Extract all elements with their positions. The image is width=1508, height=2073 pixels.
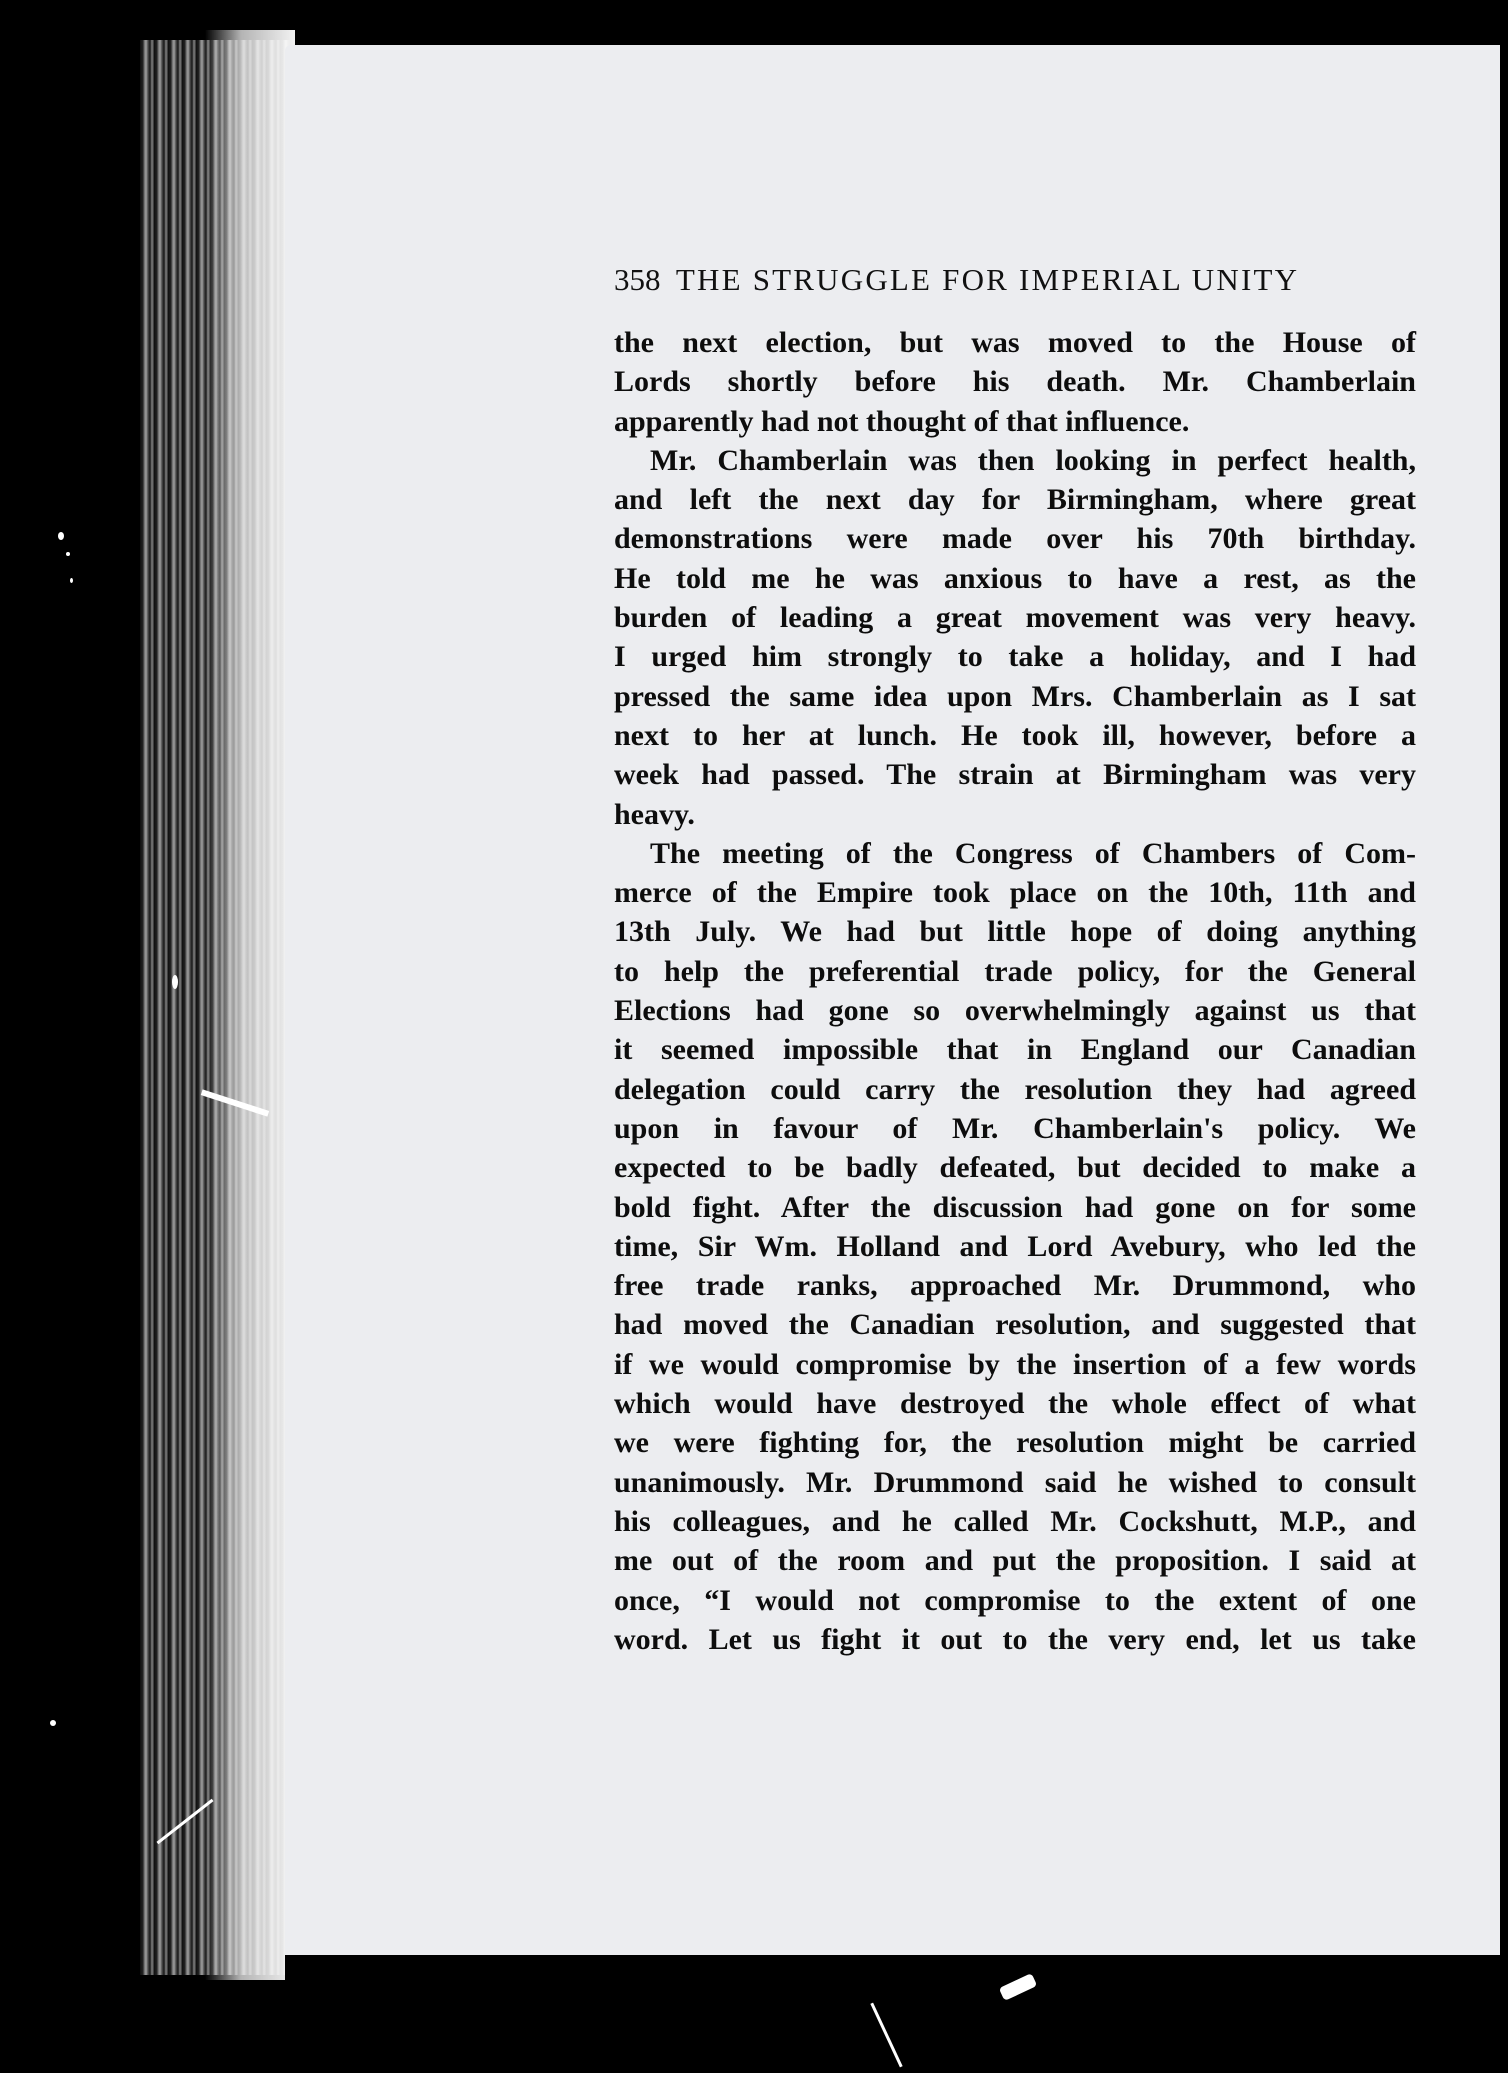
text-line: merce of the Empire took place on the 10th, 11th and — [614, 876, 1416, 910]
running-header — [614, 262, 1354, 298]
text-line: expected to be badly defeated, but decided to make a — [614, 1151, 1416, 1185]
text-line: apparently had not thought of that influence. — [614, 404, 1190, 438]
text-line: his colleagues, and he called Mr. Cockshutt, M.P., and — [614, 1504, 1416, 1538]
text-line: had moved the Canadian resolution, and suggested that — [614, 1308, 1416, 1342]
text-line: I urged him strongly to take a holiday, and I had — [614, 640, 1416, 674]
text-line: unanimously. Mr. Drummond said he wished to consult — [614, 1465, 1416, 1499]
text-line: 13th July. We had but little hope of doing anything — [614, 915, 1416, 949]
text-line: upon in favour of Mr. Chamberlain's policy. We — [614, 1111, 1416, 1145]
text-line: we were fighting for, the resolution might be carried — [614, 1426, 1416, 1460]
text-line: it seemed impossible that in England our Canadian — [614, 1033, 1416, 1067]
text-line: week had passed. The strain at Birmingham was very — [614, 758, 1416, 792]
text-line: me out of the room and put the proposition. I said at — [614, 1544, 1416, 1578]
scan-speck — [70, 578, 73, 583]
text-line: once, “I would not compromise to the extent of one — [614, 1583, 1416, 1617]
scan-speck — [58, 532, 64, 540]
scan-speck — [66, 552, 70, 556]
text-line: word. Let us fight it out to the very end, let us take — [614, 1622, 1416, 1656]
page-edge-highlight — [205, 30, 295, 1980]
text-line: time, Sir Wm. Holland and Lord Avebury, who led the — [614, 1229, 1416, 1263]
text-line: He told me he was anxious to have a rest, as the — [614, 561, 1416, 595]
text-line: Mr. Chamberlain was then looking in perfect health, — [650, 443, 1416, 477]
text-line: burden of leading a great movement was very heavy. — [614, 601, 1416, 635]
text-line: which would have destroyed the whole effect of what — [614, 1387, 1416, 1421]
text-line: bold fight. After the discussion had gone on for some — [614, 1190, 1416, 1224]
scan-speck — [50, 1720, 56, 1726]
text-line: heavy. — [614, 797, 695, 831]
text-line: and left the next day for Birmingham, where great — [614, 483, 1416, 517]
text-line: next to her at lunch. He took ill, however, before a — [614, 718, 1416, 752]
text-line: The meeting of the Congress of Chambers of Com- — [650, 836, 1416, 870]
text-line: to help the preferential trade policy, for the General — [614, 954, 1416, 988]
text-line: the next election, but was moved to the House of — [614, 326, 1416, 359]
running-title: THE STRUGGLE FOR IMPERIAL UNITY — [675, 262, 1300, 297]
text-line: delegation could carry the resolution they had agreed — [614, 1072, 1416, 1106]
text-line: pressed the same idea upon Mrs. Chamberlain as I sat — [614, 679, 1416, 713]
text-line: Elections had gone so overwhelmingly against us that — [614, 994, 1416, 1028]
text-line: if we would compromise by the insertion of a few words — [614, 1347, 1416, 1381]
text-line: Lords shortly before his death. Mr. Chamberlain — [614, 365, 1416, 399]
text-line: free trade ranks, approached Mr. Drummond, who — [614, 1269, 1416, 1303]
body-text — [614, 323, 1416, 1659]
scan-speck — [172, 975, 178, 989]
page-number: 358 — [614, 262, 661, 297]
text-line: demonstrations were made over his 70th birthday. — [614, 522, 1416, 556]
